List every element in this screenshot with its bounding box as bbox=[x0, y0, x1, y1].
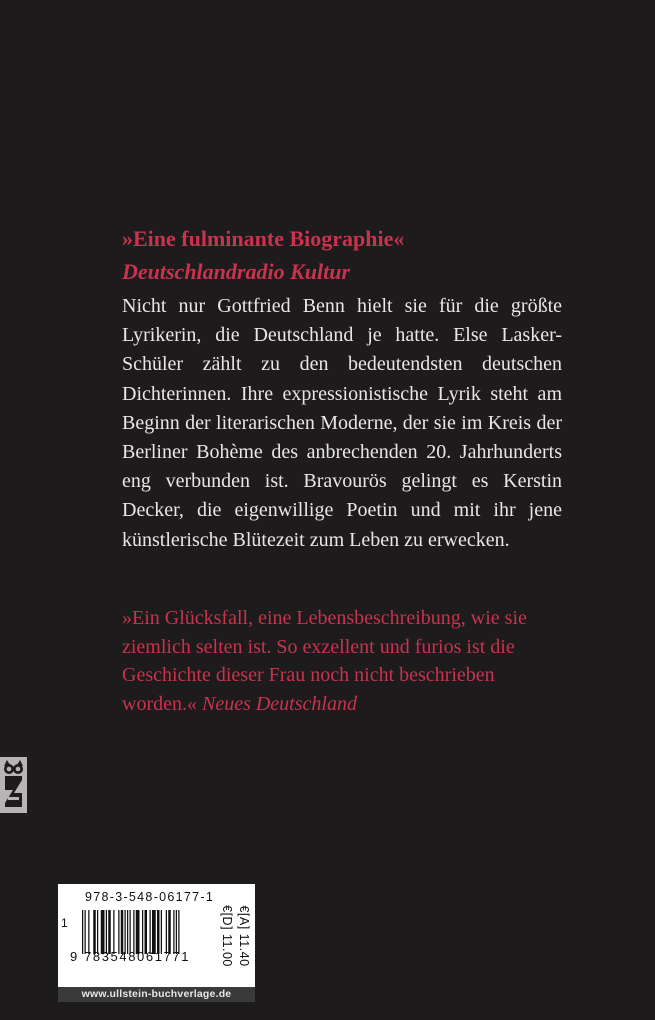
isbn-side-digit: 1 bbox=[61, 916, 68, 930]
headline-quote-source: Deutschlandradio Kultur bbox=[122, 259, 351, 284]
price-germany bbox=[220, 890, 234, 982]
ean-barcode bbox=[81, 910, 215, 954]
review-quote-source: Neues Deutschland bbox=[201, 692, 357, 715]
headline-quote bbox=[122, 222, 562, 288]
publisher-logo-icon bbox=[0, 757, 27, 813]
price-austria bbox=[237, 890, 251, 982]
headline-quote-text: »Eine fulminante Biographie« bbox=[122, 226, 405, 251]
isbn-number: 978-3-548-06177-1 bbox=[85, 890, 215, 904]
ean-first-digit: 9 bbox=[70, 949, 79, 964]
barcode-area bbox=[58, 884, 255, 987]
book-description: Nicht nur Gottfried Benn hielt sie für die größte Lyrikerin, die Deutschland je hatte. Else Lasker-Schüler zählt zu den bedeutendsten deutschen Dichterinnen. Ihre expressionistische Lyrik steht am Beginn der literarischen Moderne, der sie im Kreis der Berliner Bohème des anbrechenden 20. Jahrhunderts eng verbunden ist. Bravourös gelingt es Kerstin Decker, die eigenwillige Poetin und mit ihr jene künstlerische Blütezeit zum Leben zu erwecken. bbox=[122, 295, 562, 551]
ean-digits bbox=[70, 949, 190, 964]
publisher-url: www.ullstein-buchverlage.de bbox=[58, 987, 255, 1002]
price-germany-text: €[D] 11.00 bbox=[220, 905, 234, 967]
price-austria-text: €[A] 11.40 bbox=[237, 905, 251, 967]
review-quote bbox=[122, 604, 562, 718]
ean-digits-rest: 783548061771 bbox=[84, 949, 191, 964]
review-quote-text: »Ein Glücksfall, eine Lebensbeschreibung, wie sie ziemlich selten ist. So exzellent und furios ist die Geschichte dieser Frau noch nicht beschrieben worden.« bbox=[122, 607, 527, 715]
